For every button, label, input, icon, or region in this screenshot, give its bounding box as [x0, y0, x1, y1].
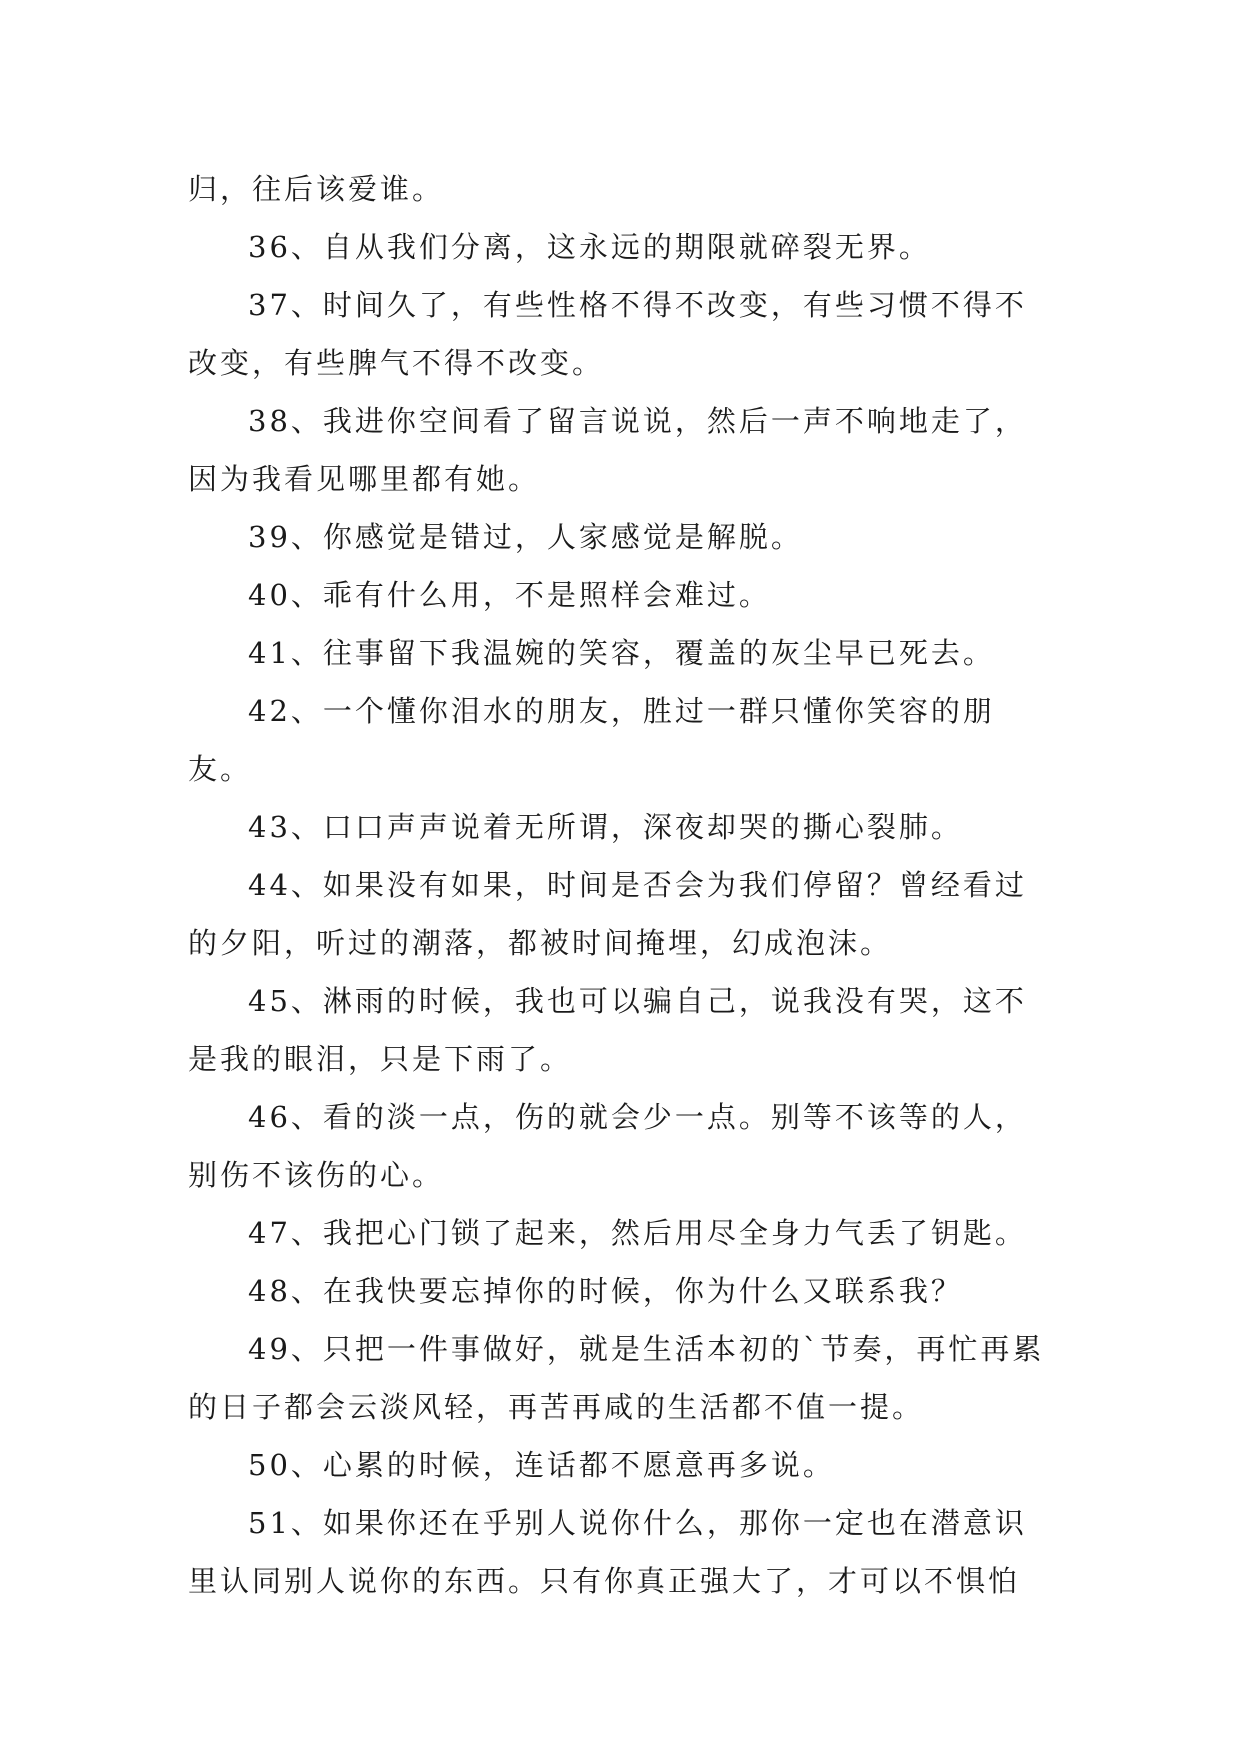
paragraph-item-43: 43、口口声声说着无所谓，深夜却哭的撕心裂肺。: [248, 810, 963, 844]
paragraph-item-38: 38、我进你空间看了留言说说，然后一声不响地走了，因为我看见哪里都有她。: [188, 404, 1027, 496]
paragraph-item-39: 39、你感觉是错过，人家感觉是解脱。: [248, 520, 803, 554]
text-body: [188, 160, 1058, 1610]
paragraph-item-50: 50、心累的时候，连话都不愿意再多说。: [248, 1448, 835, 1482]
paragraph-item-41: 41、往事留下我温婉的笑容，覆盖的灰尘早已死去。: [248, 636, 995, 670]
paragraph-continuation: 归，往后该爱谁。: [188, 172, 445, 206]
paragraph-item-40: 40、乖有什么用，不是照样会难过。: [248, 578, 771, 612]
paragraph-item-46: 46、看的淡一点，伤的就会少一点。别等不该等的人，别伤不该伤的心。: [188, 1100, 1027, 1192]
paragraph-item-48: 48、在我快要忘掉你的时候，你为什么又联系我？: [248, 1274, 963, 1308]
paragraph-item-36: 36、自从我们分离，这永远的期限就碎裂无界。: [248, 230, 931, 264]
paragraph-item-47: 47、我把心门锁了起来，然后用尽全身力气丢了钥匙。: [248, 1216, 1027, 1250]
paragraph-item-44: 44、如果没有如果，时间是否会为我们停留？曾经看过的夕阳，听过的潮落，都被时间掩埋，幻成泡沫。: [188, 868, 1027, 960]
paragraph-item-37: 37、时间久了，有些性格不得不改变，有些习惯不得不改变，有些脾气不得不改变。: [188, 288, 1027, 380]
paragraph-item-45: 45、淋雨的时候，我也可以骗自己，说我没有哭，这不是我的眼泪，只是下雨了。: [188, 984, 1027, 1076]
paragraph-item-51: 51、如果你还在乎别人说你什么，那你一定也在潜意识里认同别人说你的东西。只有你真正强大了，才可以不惧怕: [188, 1506, 1027, 1598]
paragraph-item-42: 42、一个懂你泪水的朋友，胜过一群只懂你笑容的朋友。: [188, 694, 995, 786]
paragraph-item-49: 49、只把一件事做好，就是生活本初的`节奏，再忙再累的日子都会云淡风轻，再苦再咸的生活都不值一提。: [188, 1332, 1045, 1424]
